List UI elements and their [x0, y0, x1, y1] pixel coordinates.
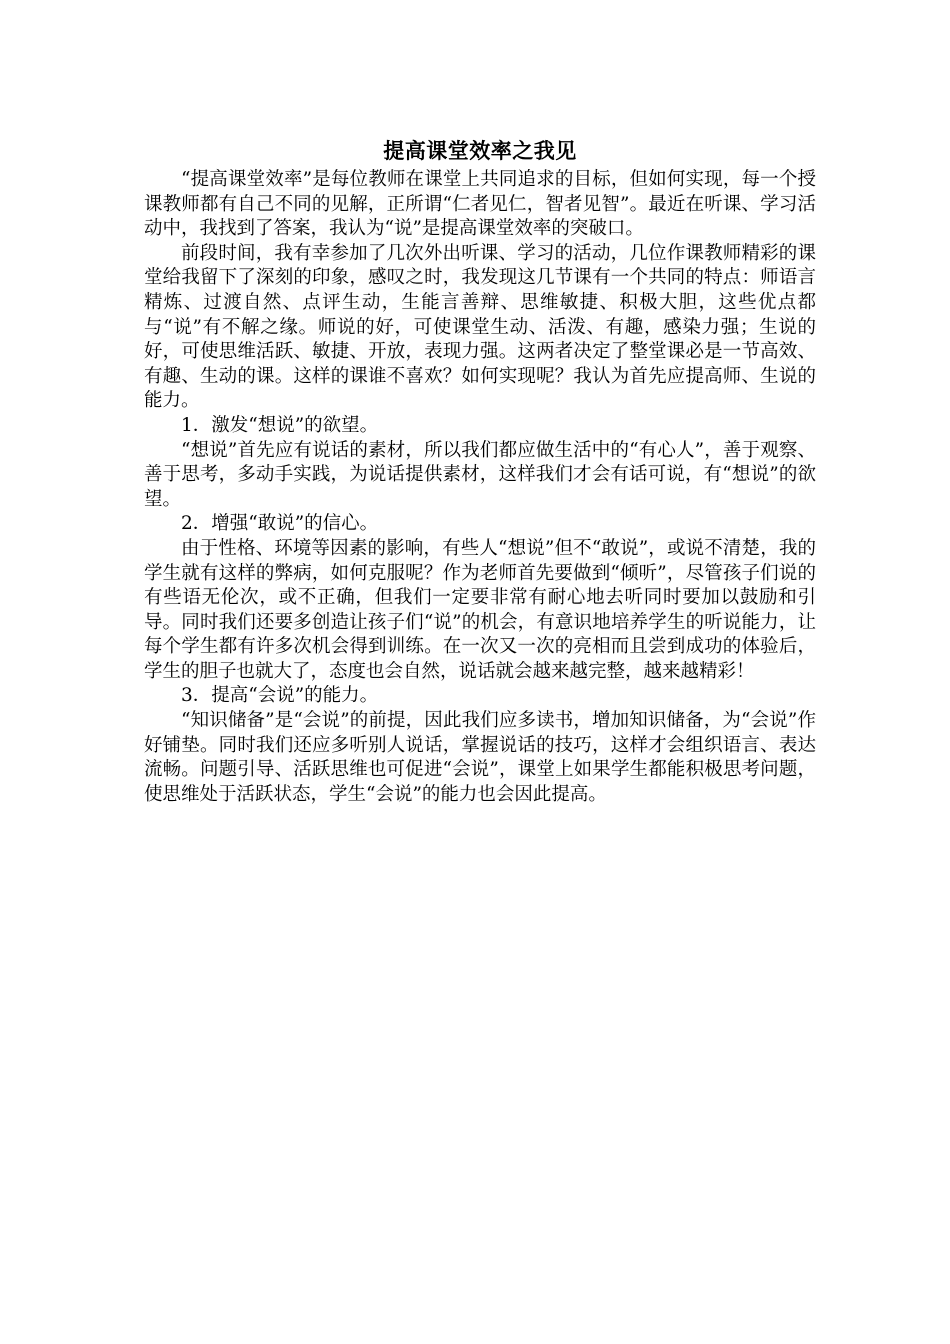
section-heading-2: 2．增强“敢说”的信心。: [181, 513, 379, 535]
section-heading-3: 3．提高“会说”的能力。: [181, 685, 379, 707]
paragraph-section-3: “知识储备”是“会说”的前提，因此我们应多读书，增加知识储备，为“会说”作好铺垫。同时我们还应多听别人说话，掌握说话的技巧，这样才会组织语言、表达流畅。问题引导、活跃思维也可促进“会说”，课堂上如果学生都能积极思考问题，使思维处于活跃状态，学生“会说”的能力也会因此提高。: [144, 710, 816, 805]
section-heading-1: 1．激发“想说”的欲望。: [181, 414, 379, 436]
paragraph-background: 前段时间，我有幸参加了几次外出听课、学习的活动，几位作课教师精彩的课堂给我留下了深刻的印象，感叹之时，我发现这几节课有一个共同的特点：师语言精炼、过渡自然、点评生动，生能言善辩、思维敏捷、积极大胆，这些优点都与“说”有不解之缘。师说的好，可使课堂生动、活泼、有趣，感染力强；生说的好，可使思维活跃、敏捷、开放，表现力强。这两者决定了整堂课必是一节高效、有趣、生动的课。这样的课谁不喜欢？如何实现呢？我认为首先应提高师、生说的能力。: [144, 242, 816, 412]
paragraph-intro: “提高课堂效率”是每位教师在课堂上共同追求的目标，但如何实现，每一个授课教师都有自己不同的见解，正所谓“仁者见仁，智者见智”。最近在听课、学习活动中，我找到了答案，我认为“说”是提高课堂效率的突破口。: [144, 169, 816, 240]
paragraph-section-2: 由于性格、环境等因素的影响，有些人“想说”但不“敢说”，或说不清楚，我的学生就有这样的弊病，如何克服呢？作为老师首先要做到“倾听”，尽管孩子们说的有些语无伦次，或不正确，但我们一定要非常有耐心地去听同时要加以鼓励和引导。同时我们还要多创造让孩子们“说”的机会，有意识地培养学生的听说能力，让每个学生都有许多次机会得到训练。在一次又一次的亮相而且尝到成功的体验后，学生的胆子也就大了，态度也会自然，说话就会越来越完整，越来越精彩！: [144, 537, 816, 682]
document-page: [144, 136, 816, 807]
document-title: 提高课堂效率之我见: [383, 138, 577, 163]
paragraph-section-1: “想说”首先应有说话的素材，所以我们都应做生活中的“有心人”，善于观察、善于思考，多动手实践，为说话提供素材，这样我们才会有话可说，有“想说”的欲望。: [144, 439, 816, 510]
